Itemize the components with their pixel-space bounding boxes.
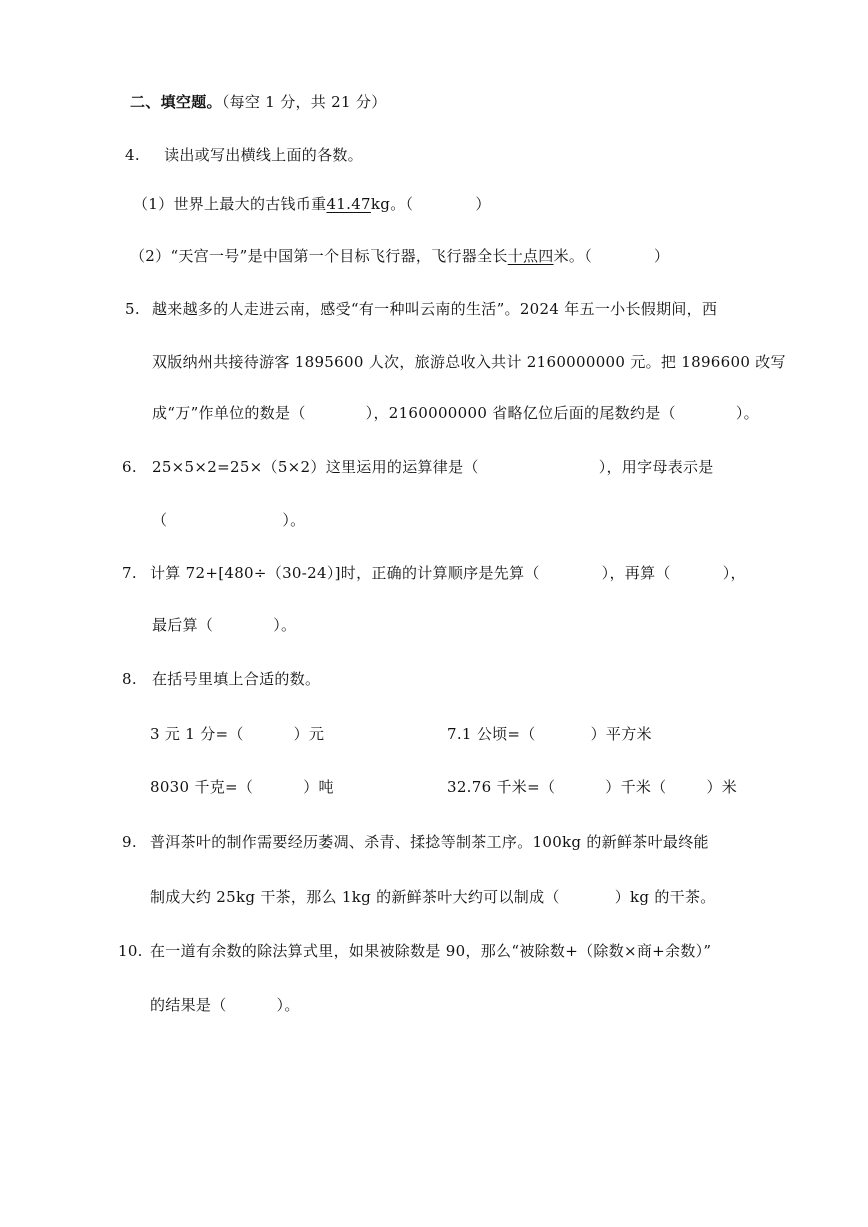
question-text: ），2160000000 省略亿位后面的尾数约是（ <box>365 404 676 422</box>
question-text: 32.76 千米=（ <box>447 778 556 796</box>
question-text: ）米 <box>706 778 738 796</box>
answer-close-paren: ） <box>475 195 491 213</box>
sub-question-text: （1）世界上最大的古钱币重 <box>133 195 327 213</box>
question-number: 4. <box>125 146 140 164</box>
answer-close-paren: ）， <box>722 564 746 582</box>
question-text: 越来越多的人走进云南，感受“有一种叫云南的生活”。2024 年五一小长假期间，西 <box>152 300 718 318</box>
question-text: 8030 千克=（ <box>150 778 254 796</box>
question-9 <box>122 832 137 852</box>
underlined-value: 十点四 <box>507 247 554 265</box>
answer-open-paren: （ <box>152 511 168 529</box>
question-number: 9. <box>122 833 137 851</box>
section-header <box>130 92 387 112</box>
question-text: ）元 <box>293 725 325 743</box>
question-8-item-c <box>150 777 334 797</box>
question-8-text <box>152 669 320 689</box>
question-text: 的结果是（ <box>150 996 227 1014</box>
answer-close-paren: ）。 <box>282 511 306 529</box>
question-text: 计算 72+[480÷（30-24）]时，正确的计算顺序是先算（ <box>150 564 540 582</box>
question-8-item-b <box>447 724 652 744</box>
question-9-line-1 <box>150 832 709 852</box>
question-text: 制成大约 25kg 干茶，那么 1kg 的新鲜茶叶大约可以制成（ <box>150 888 560 906</box>
question-number: 5. <box>125 300 140 318</box>
question-7-line-2 <box>152 615 296 635</box>
answer-close-paren: ）。 <box>273 616 297 634</box>
question-6-line-1 <box>152 457 714 477</box>
question-text: 7.1 公顷=（ <box>447 725 536 743</box>
question-text: 最后算（ <box>152 616 214 634</box>
underlined-value: 41.47 <box>326 195 371 213</box>
question-text: ）kg 的干茶。 <box>614 888 716 906</box>
section-note: （每空 1 分，共 21 分） <box>221 93 387 111</box>
question-number: 8. <box>122 670 137 688</box>
question-5-line-1 <box>152 299 717 319</box>
question-6 <box>122 457 137 477</box>
question-text: ）平方米 <box>590 725 652 743</box>
answer-close-paren: ）。 <box>735 404 759 422</box>
question-5-line-3 <box>152 403 759 423</box>
question-text: 25×5×2=25×（5×2）这里运用的运算律是（ <box>152 458 479 476</box>
question-5 <box>125 299 140 319</box>
question-text: ），再算（ <box>601 564 671 582</box>
question-text: 普洱茶叶的制作需要经历萎凋、杀青、揉捻等制茶工序。100kg 的新鲜茶叶最终能 <box>150 833 709 851</box>
answer-close-paren: ）。 <box>276 996 300 1014</box>
question-6-line-2 <box>152 510 305 530</box>
sub-question-suffix: kg。（ <box>370 195 414 213</box>
question-text: 3 元 1 分=（ <box>150 725 244 743</box>
question-text: 双版纳州共接待游客 1895600 人次，旅游总收入共计 2160000000 元。把 1896600 改写 <box>152 353 786 371</box>
question-8 <box>122 669 137 689</box>
question-10-line-1 <box>150 941 711 961</box>
question-text: 成“万”作单位的数是（ <box>152 404 306 422</box>
question-4 <box>125 145 363 165</box>
question-text: ），用字母表示是 <box>598 458 714 476</box>
question-10-line-2 <box>150 995 300 1015</box>
question-4-sub-1 <box>133 194 491 214</box>
question-7-line-1 <box>150 563 746 583</box>
question-text: 读出或写出横线上面的各数。 <box>164 146 363 164</box>
question-8-item-d <box>447 777 737 797</box>
question-9-line-2 <box>150 887 716 907</box>
sub-question-suffix: 米。（ <box>553 247 592 265</box>
question-8-item-a <box>150 724 324 744</box>
question-5-line-2 <box>152 352 786 372</box>
question-number: 10. <box>118 942 143 960</box>
question-number: 6. <box>122 458 137 476</box>
answer-close-paren: ） <box>654 247 670 265</box>
question-7 <box>122 563 137 583</box>
question-10 <box>118 941 143 961</box>
question-text: 在括号里填上合适的数。 <box>152 670 321 688</box>
question-text: 在一道有余数的除法算式里，如果被除数是 90，那么“被除数+（除数×商+余数）” <box>150 942 712 960</box>
question-number: 7. <box>122 564 137 582</box>
sub-question-text: （2）“天宫一号”是中国第一个目标飞行器，飞行器全长 <box>130 247 508 265</box>
section-title: 二、填空题。 <box>130 93 222 111</box>
question-4-sub-2 <box>130 246 669 266</box>
question-text: ）吨 <box>303 778 334 796</box>
question-text: ）千米（ <box>605 778 667 796</box>
